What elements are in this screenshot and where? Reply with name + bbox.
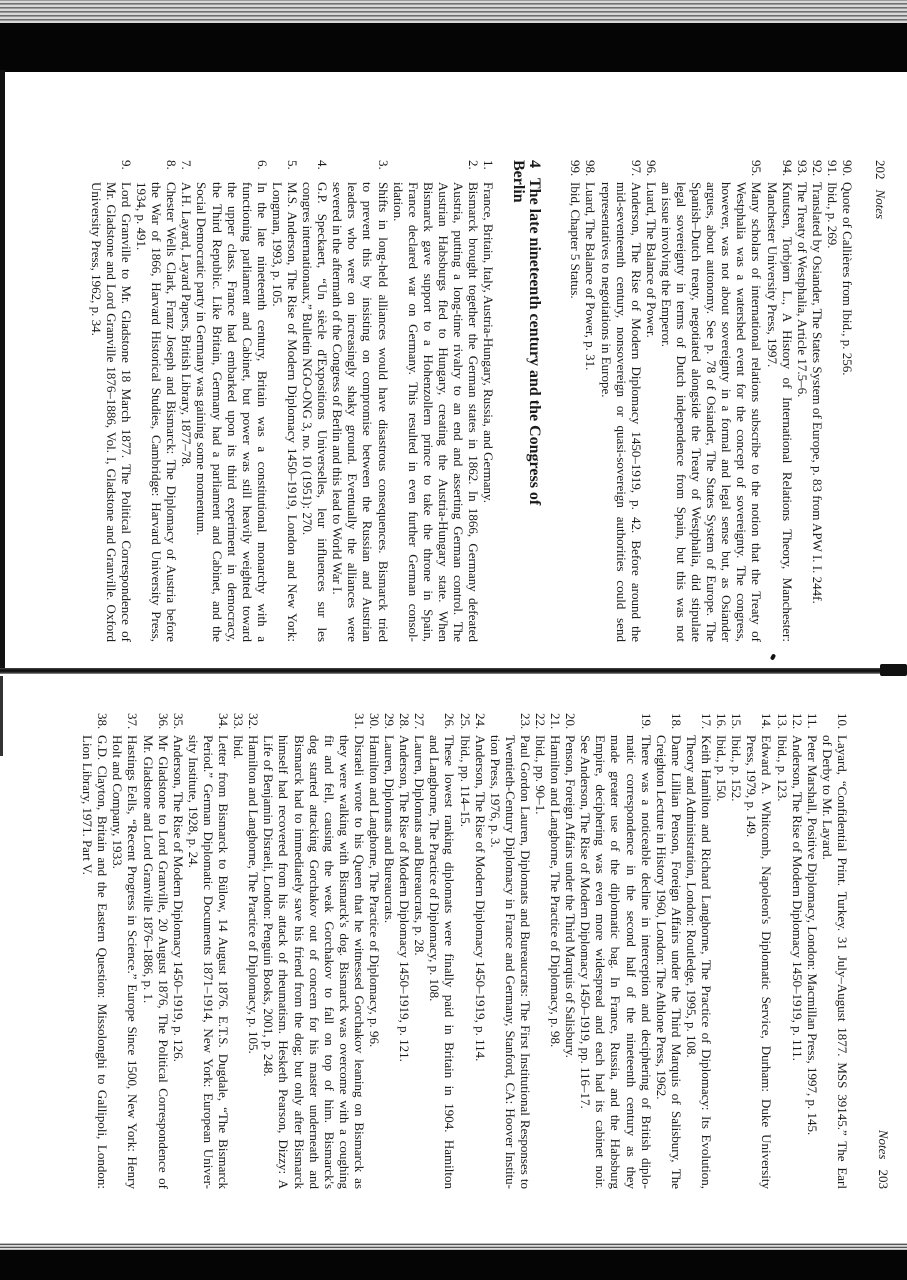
endnote-line: functioning parliament and Cabinet, but power was still heavily weighted toward bbox=[239, 182, 255, 642]
endnote-line: made greater use of the diplomatic bag. In France, Russia, and the Habsburg bbox=[608, 735, 624, 1189]
endnote-line: Social Democratic party in Germany was gaining some momentum. bbox=[194, 182, 210, 536]
endnote-line: Ibid., pp. 90–1. bbox=[533, 735, 549, 815]
endnote-line: fit and fell, causing the weak Gorchakov to fall on top of him. Bismarck's bbox=[321, 735, 337, 1189]
endnote bbox=[744, 713, 774, 1189]
endnote-number: 27. bbox=[412, 713, 428, 730]
endnote-line: Ibid., p. 123. bbox=[774, 735, 790, 802]
endnote-number: 12. bbox=[789, 713, 805, 730]
endnote-line: sity Institute, 1928, p. 24. bbox=[185, 735, 201, 868]
endnote bbox=[141, 713, 171, 1189]
endnote-line: Lord Granville to Mr. Gladstone 18 March 1877. The Political Correspondence of bbox=[118, 182, 134, 642]
endnote-line: argues, about autonomy. See p. 78 of Osiander, The States System of Europe. The bbox=[704, 182, 720, 642]
endnote-line: France declared war on Germany. This resulted in even further German consol- bbox=[405, 182, 421, 642]
endnote-line: Mr. Gladstone and Lord Granville 1876–1886, p. 1. bbox=[140, 735, 156, 1004]
endnote bbox=[774, 713, 789, 1189]
endnote-number: 16. bbox=[714, 713, 730, 730]
notes-list bbox=[568, 160, 855, 642]
endnote-number: 7. bbox=[179, 160, 195, 170]
endnote-line: to prevent this by insisting on compromise between the Russian and Austrian bbox=[360, 182, 376, 642]
endnote-line: Twentieth-Century Diplomacy in France and Germany, Stanford, CA: Hoover Institu- bbox=[502, 735, 518, 1189]
endnote-number: 30. bbox=[367, 713, 382, 730]
endnote-number: 18. bbox=[668, 713, 684, 730]
endnote-number: 8. bbox=[164, 160, 180, 170]
endnote-number: 98. bbox=[583, 160, 599, 177]
endnote-line: Chester Wells Clark, Franz Joseph and Bismarck: The Diplomacy of Austria before bbox=[164, 182, 180, 642]
endnote-line: Layard, “Confidential Print. Turkey. 31 July–August 1877. MSS 39145.” The Earl bbox=[834, 735, 850, 1189]
endnote-line: dog started attacking Gorchakov out of concern for his master underneath and bbox=[306, 735, 322, 1189]
endnote-line: These lowest ranking diplomats were finally paid in Britain in 1904. Hamilton bbox=[442, 735, 458, 1189]
endnote bbox=[171, 713, 186, 1189]
endnote-line: himself had recovered from his attack of rheumatism. Hesketh Pearson, Dizzy: A bbox=[276, 735, 292, 1189]
endnote-line: Westphalia was a watershed event for the concept of sovereignty. The congress, bbox=[734, 182, 750, 642]
endnote-number: 33. bbox=[231, 713, 247, 730]
endnote bbox=[481, 160, 496, 642]
endnote-line: Hamilton and Langhorne, The Practice of Diplomacy, p. 96. bbox=[367, 735, 382, 1048]
endnote-line: G.P. Speckaert, “Un siècle d'Expositions Universelles, leur influences sur les bbox=[315, 182, 331, 642]
running-head bbox=[873, 160, 888, 642]
endnote bbox=[654, 713, 684, 1189]
endnote-line: Ibid. bbox=[231, 735, 247, 760]
endnote bbox=[825, 160, 840, 642]
chapter-title-cont: Berlin bbox=[509, 160, 527, 203]
endnote-line: Hamilton and Langhorne, The Practice of Diplomacy, p. 98. bbox=[548, 735, 564, 1048]
endnote-line: Bismarck brought together the German states in 1862. In 1866, Germany defeated bbox=[466, 182, 482, 642]
endnote-line: tion Press, 1976, p. 3. bbox=[487, 735, 503, 848]
endnote-line: congres internationaux,” Bulletin NGO-ONG 3, no. 10 (1951): 270. bbox=[300, 182, 316, 536]
endnote bbox=[367, 713, 382, 1189]
endnote bbox=[659, 160, 765, 642]
endnote-line: Press, 1979, p. 149. bbox=[744, 735, 760, 838]
endnote-line: Mr Gladstone to Lord Granville, 20 August 1876, The Political Correspondence of bbox=[155, 735, 171, 1189]
page-number: 202 bbox=[873, 160, 888, 180]
endnote-line: Anderson, The Rise of Modern Diplomacy 1450–1919, p. 121. bbox=[397, 735, 413, 1062]
endnote-number: 21. bbox=[548, 713, 564, 730]
endnote-line: and Langhorne, The Practice of Diplomacy, p. 108. bbox=[427, 735, 443, 1002]
endnote bbox=[714, 713, 729, 1189]
endnote bbox=[110, 713, 140, 1189]
endnote bbox=[89, 160, 134, 642]
endnote bbox=[790, 713, 805, 1189]
endnote-line: Keith Hamilton and Richard Langhorne, The Practice of Diplomacy: Its Evolution, bbox=[699, 735, 715, 1189]
endnote bbox=[134, 160, 179, 642]
endnote-line: the upper class. France had embarked upon its third experiment in democracy, bbox=[224, 182, 240, 642]
endnote-line: Dame Lillian Penson, Foreign Affairs under the Third Marquis of Salisbury, The bbox=[668, 735, 684, 1189]
endnote-line: Lauren, Diplomats and Bureaucrats, p. 28. bbox=[412, 735, 428, 956]
endnote bbox=[473, 713, 488, 1189]
endnote bbox=[729, 713, 744, 1189]
endnote bbox=[533, 713, 548, 1189]
chapter-title: The late nineteenth century and the Congress of bbox=[525, 178, 543, 506]
endnote-line: Anderson, The Rise of Modern Diplomacy 1450–1919, p. 114. bbox=[472, 735, 488, 1062]
endnote-number: 37. bbox=[125, 713, 141, 730]
endnote-line: Translated by Osiander, The States System of Europe, p. 83 from APW I. I. 244f. bbox=[809, 182, 825, 604]
endnote-number: 35. bbox=[170, 713, 186, 730]
endnote-line: Period.” German Diplomatic Documents 1871–1914, New York: European Univer- bbox=[200, 735, 216, 1189]
endnote-line: G.D. Clayton, Britain and the Eastern Question: Missolonghi to Gallipoli, London: bbox=[95, 735, 111, 1189]
endnote-line: Ibid., pp. 114–15. bbox=[457, 735, 473, 827]
scan-shadow-bottom bbox=[0, 1250, 907, 1280]
endnote bbox=[563, 713, 578, 1189]
scan-edge-left bbox=[0, 70, 5, 670]
endnote-line: Theory and Administration, London: Routledge, 1995, p. 108. bbox=[683, 735, 699, 1058]
endnote-number: 90. bbox=[840, 160, 856, 177]
endnote-number: 31. bbox=[351, 713, 367, 730]
endnote-line: Empire, deciphering was even more widespread and each had its cabinet noir. bbox=[593, 735, 609, 1189]
endnote-line: the Third Republic. Like Britain, Germany had a parliament and Cabinet, and the bbox=[209, 182, 225, 642]
chapter-number: 4 bbox=[525, 160, 543, 168]
endnote-line: an issue involving the Emperor. bbox=[658, 182, 674, 348]
endnote-number: 1. bbox=[481, 160, 497, 170]
running-head bbox=[876, 713, 891, 1189]
endnote-line: Penson, Foreign Affairs under the Third Marquis of Salisbury. bbox=[563, 735, 579, 1058]
endnote bbox=[795, 160, 810, 642]
notes-list bbox=[80, 713, 850, 1189]
endnote-number: 95. bbox=[749, 160, 765, 177]
endnote-line: Disraeli wrote to his Queen that he witnessed Gorchakov leaning on Bismarck as bbox=[351, 735, 367, 1189]
endnote bbox=[578, 713, 653, 1189]
endnote-number: 9. bbox=[118, 160, 134, 170]
endnote-line: Creighton Lecture in History 1960, London: The Athlone Press, 1962. bbox=[653, 735, 669, 1100]
endnote-number: 10. bbox=[834, 713, 850, 730]
endnote-number: 24. bbox=[472, 713, 488, 730]
endnote-number: 92. bbox=[809, 160, 825, 177]
section-title: Notes bbox=[876, 1129, 891, 1160]
endnote bbox=[598, 160, 643, 642]
endnote bbox=[270, 160, 300, 642]
endnote-line: Anderson, The Rise of Modern Diplomacy 1450–1919, p. 126. bbox=[170, 735, 186, 1062]
endnote-line: Many scholars of international relations subscribe to the notion that the Treaty of bbox=[749, 182, 765, 642]
endnote-number: 29. bbox=[382, 713, 398, 730]
endnote-number: 5. bbox=[285, 160, 301, 170]
endnote-line: Bismarck gave support to a Hohenzollern prince to take the throne in Spain, bbox=[420, 182, 436, 642]
endnote-line: Knutsen, Torbjørn L., A History of International Relations Theory, Manchester: bbox=[779, 182, 795, 642]
endnote-line: Edward A. Whitcomb, Napoleon's Diplomatic Service, Durham: Duke University bbox=[759, 735, 775, 1189]
endnote bbox=[80, 713, 110, 1189]
endnote-line: idation. bbox=[390, 182, 406, 222]
endnote-line: however, was not about sovereignty in a formal and legal sense but, as Osiander bbox=[719, 182, 735, 642]
endnote-line: Ibid, Chapter 5 Status. bbox=[568, 182, 584, 299]
endnote bbox=[644, 160, 659, 642]
endnote-number: 25. bbox=[457, 713, 473, 730]
endnote-number: 93. bbox=[794, 160, 810, 177]
scan-edge-top bbox=[0, 0, 907, 24]
endnote-number: 99. bbox=[568, 160, 584, 177]
endnote-line: Shifts in long-held alliances would have disastrous consequences. Bismarck tried bbox=[375, 182, 391, 642]
endnote-line: Austria, putting a long-time rivalry to an end and asserting German control. The bbox=[451, 182, 467, 642]
endnote-line: A.H. Layard, Layard Papers, British Library, 1877–78. bbox=[179, 182, 195, 468]
endnote-line: Quote of Callières from Ibid., p. 256. bbox=[840, 182, 856, 376]
page-number: 203 bbox=[876, 1169, 891, 1189]
endnote bbox=[246, 713, 261, 1189]
endnote-line: Ibid., p. 152. bbox=[729, 735, 745, 802]
endnote-line: Hastings Eells, “Recent Progress in Science.” Europe Since 1500, New York: Henry bbox=[125, 735, 141, 1189]
endnote-number: 3. bbox=[375, 160, 391, 170]
endnote-line: Letter from Bismarck to Bülow, 14 August 1876. E.T.S. Dugdale, “The Bismarck bbox=[216, 735, 232, 1189]
endnote bbox=[179, 160, 194, 642]
endnote bbox=[427, 713, 457, 1189]
endnote-line: the War of 1866, Harvard Historical Studies, Cambridge: Harvard University Press, bbox=[149, 182, 165, 642]
scan-speck bbox=[770, 653, 776, 660]
gutter-shadow bbox=[880, 664, 907, 676]
endnote-line: severed in the aftermath of the Congress of Berlin and this lead to World War I. bbox=[330, 182, 346, 595]
endnote-number: 6. bbox=[254, 160, 270, 170]
endnote-line: M.S. Anderson, The Rise of Modern Diplomacy 1450–1919, London and New York: bbox=[285, 182, 301, 642]
page-gutter-divider bbox=[0, 668, 907, 674]
endnote bbox=[820, 713, 850, 1189]
endnote-number: 26. bbox=[442, 713, 458, 730]
endnote-line: Spanish–Dutch treaty, negotiated alongside the Treaty of Westphalia, did stipulate bbox=[689, 182, 705, 642]
page-202 bbox=[89, 160, 888, 642]
scan-edge-left-lower bbox=[0, 676, 3, 756]
endnote-line: Life of Benjamin Disraeli, London: Penguin Books, 2001, p. 248. bbox=[261, 735, 277, 1077]
endnote bbox=[397, 713, 412, 1189]
endnote bbox=[805, 713, 820, 1189]
endnote-line: Bismarck had to immediately save his friend from the dog; but only after Bismarck bbox=[291, 735, 307, 1189]
endnote-number: 34. bbox=[216, 713, 232, 730]
chapter-heading bbox=[510, 160, 542, 642]
endnote-number: 32. bbox=[246, 713, 262, 730]
endnote-number: 4. bbox=[315, 160, 331, 170]
endnote bbox=[568, 160, 583, 642]
endnote-line: The Treaty of Westphalia, Article 17.5–6. bbox=[794, 182, 810, 398]
endnote-line: University Press, 1962, p. 34. bbox=[88, 182, 104, 336]
endnote-line: legal sovereignty in terms of Dutch independence from Spain, but this was not bbox=[673, 182, 689, 642]
endnote-number: 96. bbox=[643, 160, 659, 177]
endnote bbox=[457, 713, 472, 1189]
endnote bbox=[583, 160, 598, 642]
endnote-line: In the late nineteenth century, Britain was a constitutional monarchy with a bbox=[254, 182, 270, 642]
endnote bbox=[231, 713, 246, 1189]
endnote bbox=[261, 713, 367, 1189]
endnote-number: 28. bbox=[397, 713, 413, 730]
endnote-line: Ibid., p. 269. bbox=[824, 182, 840, 249]
endnote-number: 2. bbox=[466, 160, 482, 170]
endnote-line: Luard, The Balance of Power. bbox=[643, 182, 659, 338]
endnote bbox=[300, 160, 330, 642]
endnote bbox=[382, 713, 397, 1189]
endnote-line: Luard, The Balance of Power, p. 31. bbox=[583, 182, 599, 371]
endnote bbox=[391, 160, 482, 642]
endnote-line: Anderson, The Rise of Modern Diplomacy 1450–1919, p. 42. Before around the bbox=[628, 182, 644, 642]
chapter-notes-list bbox=[89, 160, 497, 642]
endnote-line: Manchester University Press, 1997. bbox=[764, 182, 780, 368]
endnote-line: Peter Marshall, Positive Diplomacy, London: Macmillan Press, 1997, p. 145. bbox=[804, 735, 820, 1136]
endnote-number: 97. bbox=[628, 160, 644, 177]
endnote-number: 36. bbox=[155, 713, 171, 730]
endnote bbox=[764, 160, 794, 642]
endnote bbox=[412, 713, 427, 1189]
endnote-number: 15. bbox=[729, 713, 745, 730]
endnote bbox=[330, 160, 390, 642]
endnote-number: 94. bbox=[779, 160, 795, 177]
endnote-line: leaders who were on increasingly shaky ground. Eventually the alliances were bbox=[345, 182, 361, 642]
endnote-line: Holt and Company, 1933. bbox=[110, 735, 126, 869]
endnote-line: 1934, p. 491. bbox=[134, 182, 150, 251]
scan-shadow-top bbox=[0, 23, 907, 72]
endnote bbox=[488, 713, 533, 1189]
endnote-number: 23. bbox=[517, 713, 533, 730]
endnote-line: There was a noticeable decline in interception and deciphering of British diplo- bbox=[638, 735, 654, 1189]
endnote-line: Lion Library, 1971. Part V. bbox=[80, 735, 96, 875]
endnote bbox=[194, 160, 269, 642]
endnote-number: 17. bbox=[699, 713, 715, 730]
endnote-line: representatives to negotiations in Europe. bbox=[598, 182, 614, 398]
endnote-number: 91. bbox=[824, 160, 840, 177]
endnote-number: 13. bbox=[774, 713, 790, 730]
endnote bbox=[840, 160, 855, 642]
section-title: Notes bbox=[873, 189, 888, 220]
endnote bbox=[810, 160, 825, 642]
endnote-line: Hamilton and Langhorne, The Practice of Diplomacy, p. 105. bbox=[246, 735, 262, 1054]
endnote-line: Austrian Habsburgs fled to Hungary, creating the Austria-Hungary state. When bbox=[435, 182, 451, 642]
endnote bbox=[684, 713, 714, 1189]
endnote-number: 11. bbox=[804, 713, 820, 729]
endnote-line: Paul Gordon Lauren, Diplomats and Bureaucrats: The First Institutional Responses to bbox=[517, 735, 533, 1189]
endnote-line: Lauren, Diplomats and Bureaucrats. bbox=[382, 735, 398, 924]
endnote-line: matic correspondence in the second half of the nineteenth century as they bbox=[623, 735, 639, 1189]
endnote-line: they were walking with Bismarck's dog. Bismarck was overcome with a coughing bbox=[336, 735, 352, 1189]
endnote-number: 38. bbox=[95, 713, 111, 730]
page-203 bbox=[80, 713, 891, 1189]
endnote-number: 22. bbox=[533, 713, 549, 730]
endnote-line: See Anderson, The Rise of Modern Diplomacy 1450–1919, pp. 116–17. bbox=[578, 735, 594, 1109]
endnote-number: 20. bbox=[563, 713, 579, 730]
endnote-number: 14. bbox=[759, 713, 775, 730]
endnote bbox=[186, 713, 231, 1189]
endnote-line: Longman, 1993, p. 105. bbox=[269, 182, 285, 307]
endnote-line: of Derby to Mr. Layard. bbox=[819, 735, 835, 860]
endnote-number: 19. bbox=[638, 713, 654, 730]
endnote-line: Mr. Gladstone and Lord Granville 1876–1886, Vol. I, Gladstone and Granville. Oxford bbox=[103, 182, 119, 642]
endnote-line: Anderson, The Rise of Modern Diplomacy 1450–1919, p. 111. bbox=[789, 735, 805, 1061]
endnote-line: France, Britain, Italy, Austria-Hungary, Russia, and Germany. bbox=[481, 182, 497, 503]
endnote-line: mid-seventeenth century, nonsovereign or quasi-sovereign authorities could send bbox=[613, 182, 629, 642]
endnote bbox=[548, 713, 563, 1189]
endnote-line: Ibid., p. 150. bbox=[714, 735, 730, 802]
